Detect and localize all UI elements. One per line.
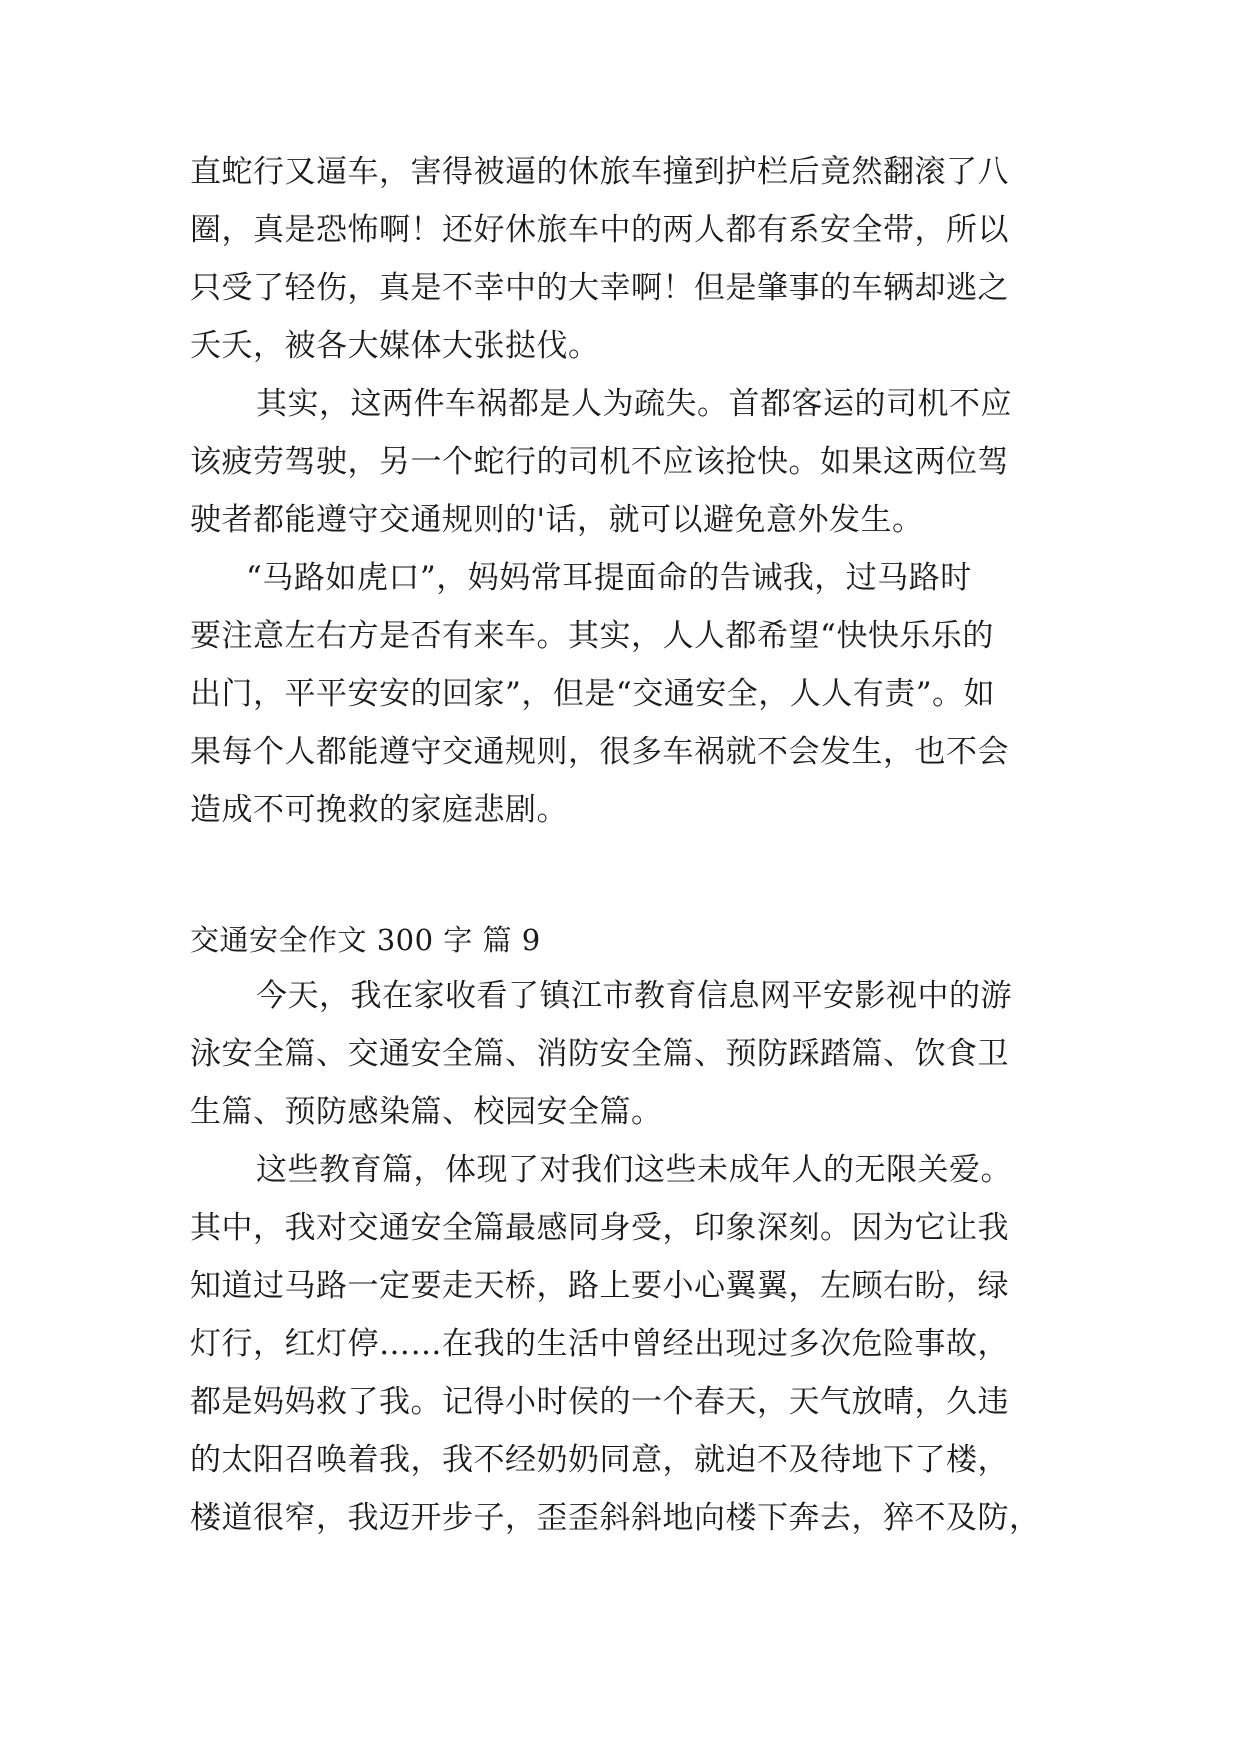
text-line: 的太阳召唤着我，我不经奶奶同意，就迫不及待地下了楼， bbox=[190, 1442, 1009, 1478]
text-line: 知道过马路一定要走天桥，路上要小心翼翼，左顾右盼，绿 bbox=[190, 1268, 1009, 1304]
text-line: 出门，平平安安的回家”，但是“交通安全，人人有责”。如 bbox=[190, 676, 996, 712]
text-line: 果每个人都能遵守交通规则，很多车祸就不会发生，也不会 bbox=[190, 734, 1009, 770]
text-line: 夭夭，被各大媒体大张挞伐。 bbox=[190, 328, 600, 364]
text-line: 楼道很窄，我迈开步子，歪歪斜斜地向楼下奔去，猝不及防， bbox=[190, 1500, 1041, 1536]
text-line: 只受了轻伤，真是不幸中的大幸啊！但是肇事的车辆却逃之 bbox=[190, 270, 1009, 306]
text-line: 圈，真是恐怖啊！还好休旅车中的两人都有系安全带，所以 bbox=[190, 212, 1009, 248]
section-title: 交通安全作文 300 字 篇 9 bbox=[190, 923, 541, 957]
paragraph-first-line: 这些教育篇，体现了对我们这些未成年人的无限关爱。 bbox=[256, 1152, 1012, 1188]
text-line: 泳安全篇、交通安全篇、消防安全篇、预防踩踏篇、饮食卫 bbox=[190, 1036, 1009, 1072]
text-line: 驶者都能遵守交通规则的'话，就可以避免意外发生。 bbox=[190, 502, 924, 538]
paragraph-first-line: “马路如虎口”，妈妈常耳提面命的告诫我，过马路时 bbox=[246, 560, 972, 596]
text-line: 该疲劳驾驶，另一个蛇行的司机不应该抢快。如果这两位驾 bbox=[190, 444, 1009, 480]
text-line: 要注意左右方是否有来车。其实，人人都希望“快快乐乐的 bbox=[190, 618, 994, 654]
text-line: 直蛇行又逼车，害得被逼的休旅车撞到护栏后竟然翻滚了八 bbox=[190, 154, 1009, 190]
paragraph-first-line: 其实，这两件车祸都是人为疏失。首都客运的司机不应 bbox=[256, 386, 1012, 422]
text-line: 造成不可挽救的家庭悲剧。 bbox=[190, 792, 568, 828]
paragraph-first-line: 今天，我在家收看了镇江市教育信息网平安影视中的游 bbox=[256, 978, 1012, 1014]
text-line: 灯行，红灯停……在我的生活中曾经出现过多次危险事故， bbox=[190, 1326, 1009, 1362]
text-line: 其中，我对交通安全篇最感同身受，印象深刻。因为它让我 bbox=[190, 1210, 1009, 1246]
text-line: 都是妈妈救了我。记得小时侯的一个春天，天气放晴，久违 bbox=[190, 1384, 1009, 1420]
text-line: 生篇、预防感染篇、校园安全篇。 bbox=[190, 1094, 663, 1130]
